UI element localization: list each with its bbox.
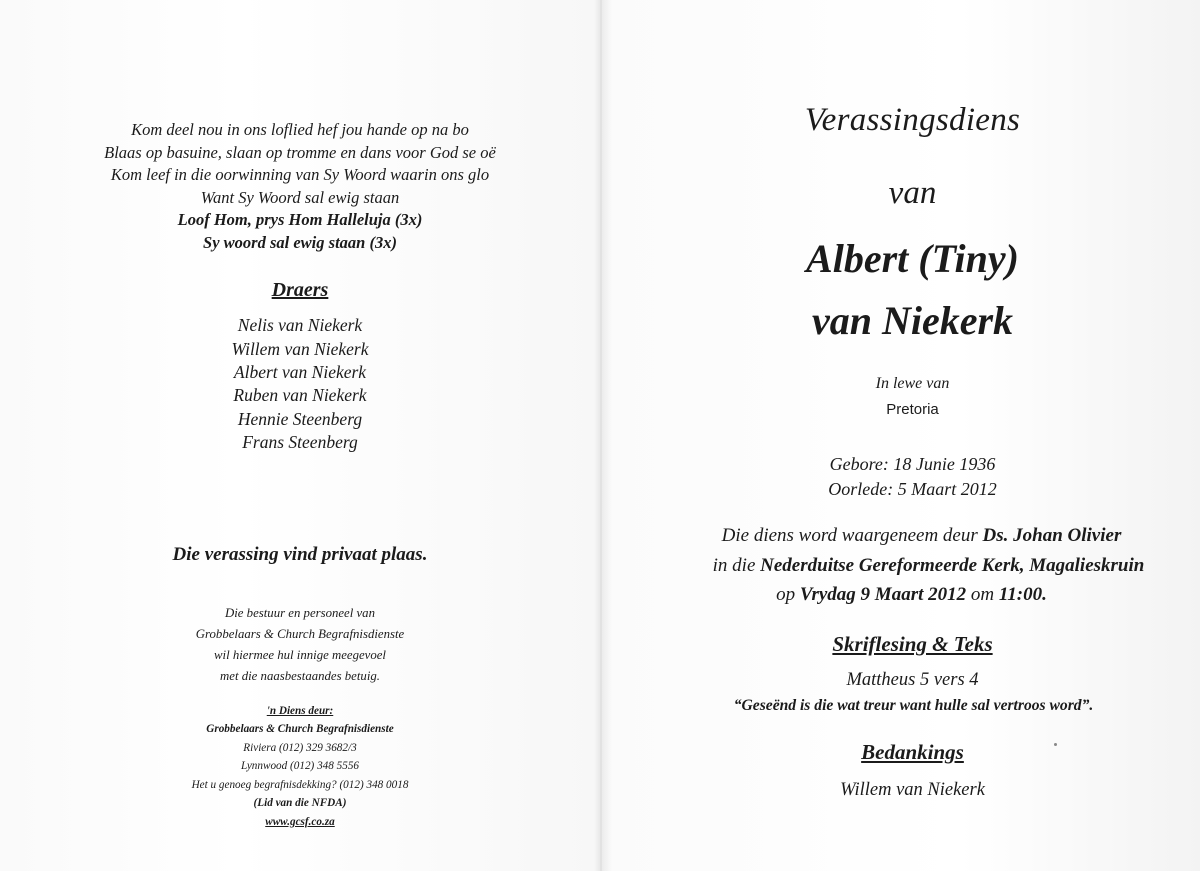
scripture-reference: Mattheus 5 vers 4 bbox=[846, 670, 979, 690]
title-connector: van bbox=[888, 175, 937, 211]
condolence-line: Grobbelaars & Church Begrafnisdienste bbox=[195, 627, 405, 641]
pallbearer-name: Willem van Niekerk bbox=[231, 339, 369, 359]
riviera-phone: Riviera (012) 329 3682/3 bbox=[243, 742, 357, 754]
condolence-line: Die bestuur en personeel van bbox=[225, 606, 375, 620]
right-panel bbox=[603, 0, 1200, 871]
funeral-cover-question: Het u genoeg begrafnisdekking? (012) 348 0018 bbox=[191, 779, 409, 791]
residence-place: Pretoria bbox=[886, 401, 939, 418]
page-fold bbox=[600, 0, 602, 871]
pallbearers-heading: Draers bbox=[271, 279, 329, 301]
lynnwood-phone: Lynnwood (012) 348 5556 bbox=[240, 760, 360, 772]
deceased-name-line2: van Niekerk bbox=[811, 298, 1014, 343]
website-link[interactable]: www.gcsf.co.za bbox=[265, 816, 335, 828]
pallbearer-name: Ruben van Niekerk bbox=[233, 385, 367, 405]
service-text: op bbox=[776, 584, 800, 605]
service-church-line bbox=[603, 553, 1200, 579]
pallbearer-name: Hennie Steenberg bbox=[237, 409, 363, 429]
service-text: in die bbox=[712, 555, 761, 576]
hymn-line: Kom leef in die oorwinning van Sy Woord waarin ons glo bbox=[110, 165, 490, 184]
service-time: 11:00. bbox=[998, 584, 1047, 605]
pallbearer-name: Frans Steenberg bbox=[242, 432, 358, 452]
thanks-name: Willem van Niekerk bbox=[840, 780, 985, 800]
paper-speck bbox=[1054, 743, 1057, 746]
scripture-quote: “Geseënd is die wat treur want hulle sal vertroos word”. bbox=[733, 697, 1094, 714]
service-text: Die diens word waargeneem deur bbox=[721, 525, 983, 546]
service-text: om bbox=[966, 584, 999, 605]
church-name: Nederduitse Gereformeerde Kerk, Magalieskruin bbox=[760, 555, 1145, 576]
hymn-chorus-line: Loof Hom, prys Hom Halleluja (3x) bbox=[177, 210, 423, 229]
service-date: Vrydag 9 Maart 2012 bbox=[799, 584, 967, 605]
funeral-home-name: Grobbelaars & Church Begrafnisdienste bbox=[206, 723, 394, 735]
hymn-line: Blaas op basuine, slaan op tromme en dans voor God se oë bbox=[104, 143, 496, 162]
pallbearer-name: Albert van Niekerk bbox=[233, 362, 367, 382]
pallbearer-name: Nelis van Niekerk bbox=[237, 315, 363, 335]
service-by-label: 'n Diens deur: bbox=[266, 705, 334, 717]
deceased-name-line1: Albert (Tiny) bbox=[806, 236, 1019, 281]
hymn-chorus-line: Sy woord sal ewig staan (3x) bbox=[203, 233, 397, 252]
in-life-of-label: In lewe van bbox=[875, 375, 950, 392]
death-date: Oorlede: 5 Maart 2012 bbox=[828, 479, 997, 499]
minister-name: Ds. Johan Olivier bbox=[982, 525, 1122, 546]
scripture-heading: Skriflesing & Teks bbox=[832, 632, 993, 656]
service-title: Verassingsdiens bbox=[804, 102, 1021, 138]
thanks-heading: Bedankings bbox=[861, 740, 964, 764]
nfda-membership: (Lid van die NFDA) bbox=[253, 797, 347, 809]
service-officiant-line bbox=[603, 523, 1200, 549]
birth-date: Gebore: 18 Junie 1936 bbox=[829, 454, 996, 474]
condolence-line: wil hiermee hul innige meegevoel bbox=[214, 648, 386, 662]
hymn-line: Kom deel nou in ons loflied hef jou hande op na bo bbox=[131, 120, 469, 139]
hymn-line: Want Sy Woord sal ewig staan bbox=[200, 188, 400, 207]
service-datetime-line bbox=[603, 582, 1200, 608]
condolence-line: met die naasbestaandes betuig. bbox=[220, 669, 380, 683]
private-ceremony-note: Die verassing vind privaat plaas. bbox=[172, 544, 428, 565]
